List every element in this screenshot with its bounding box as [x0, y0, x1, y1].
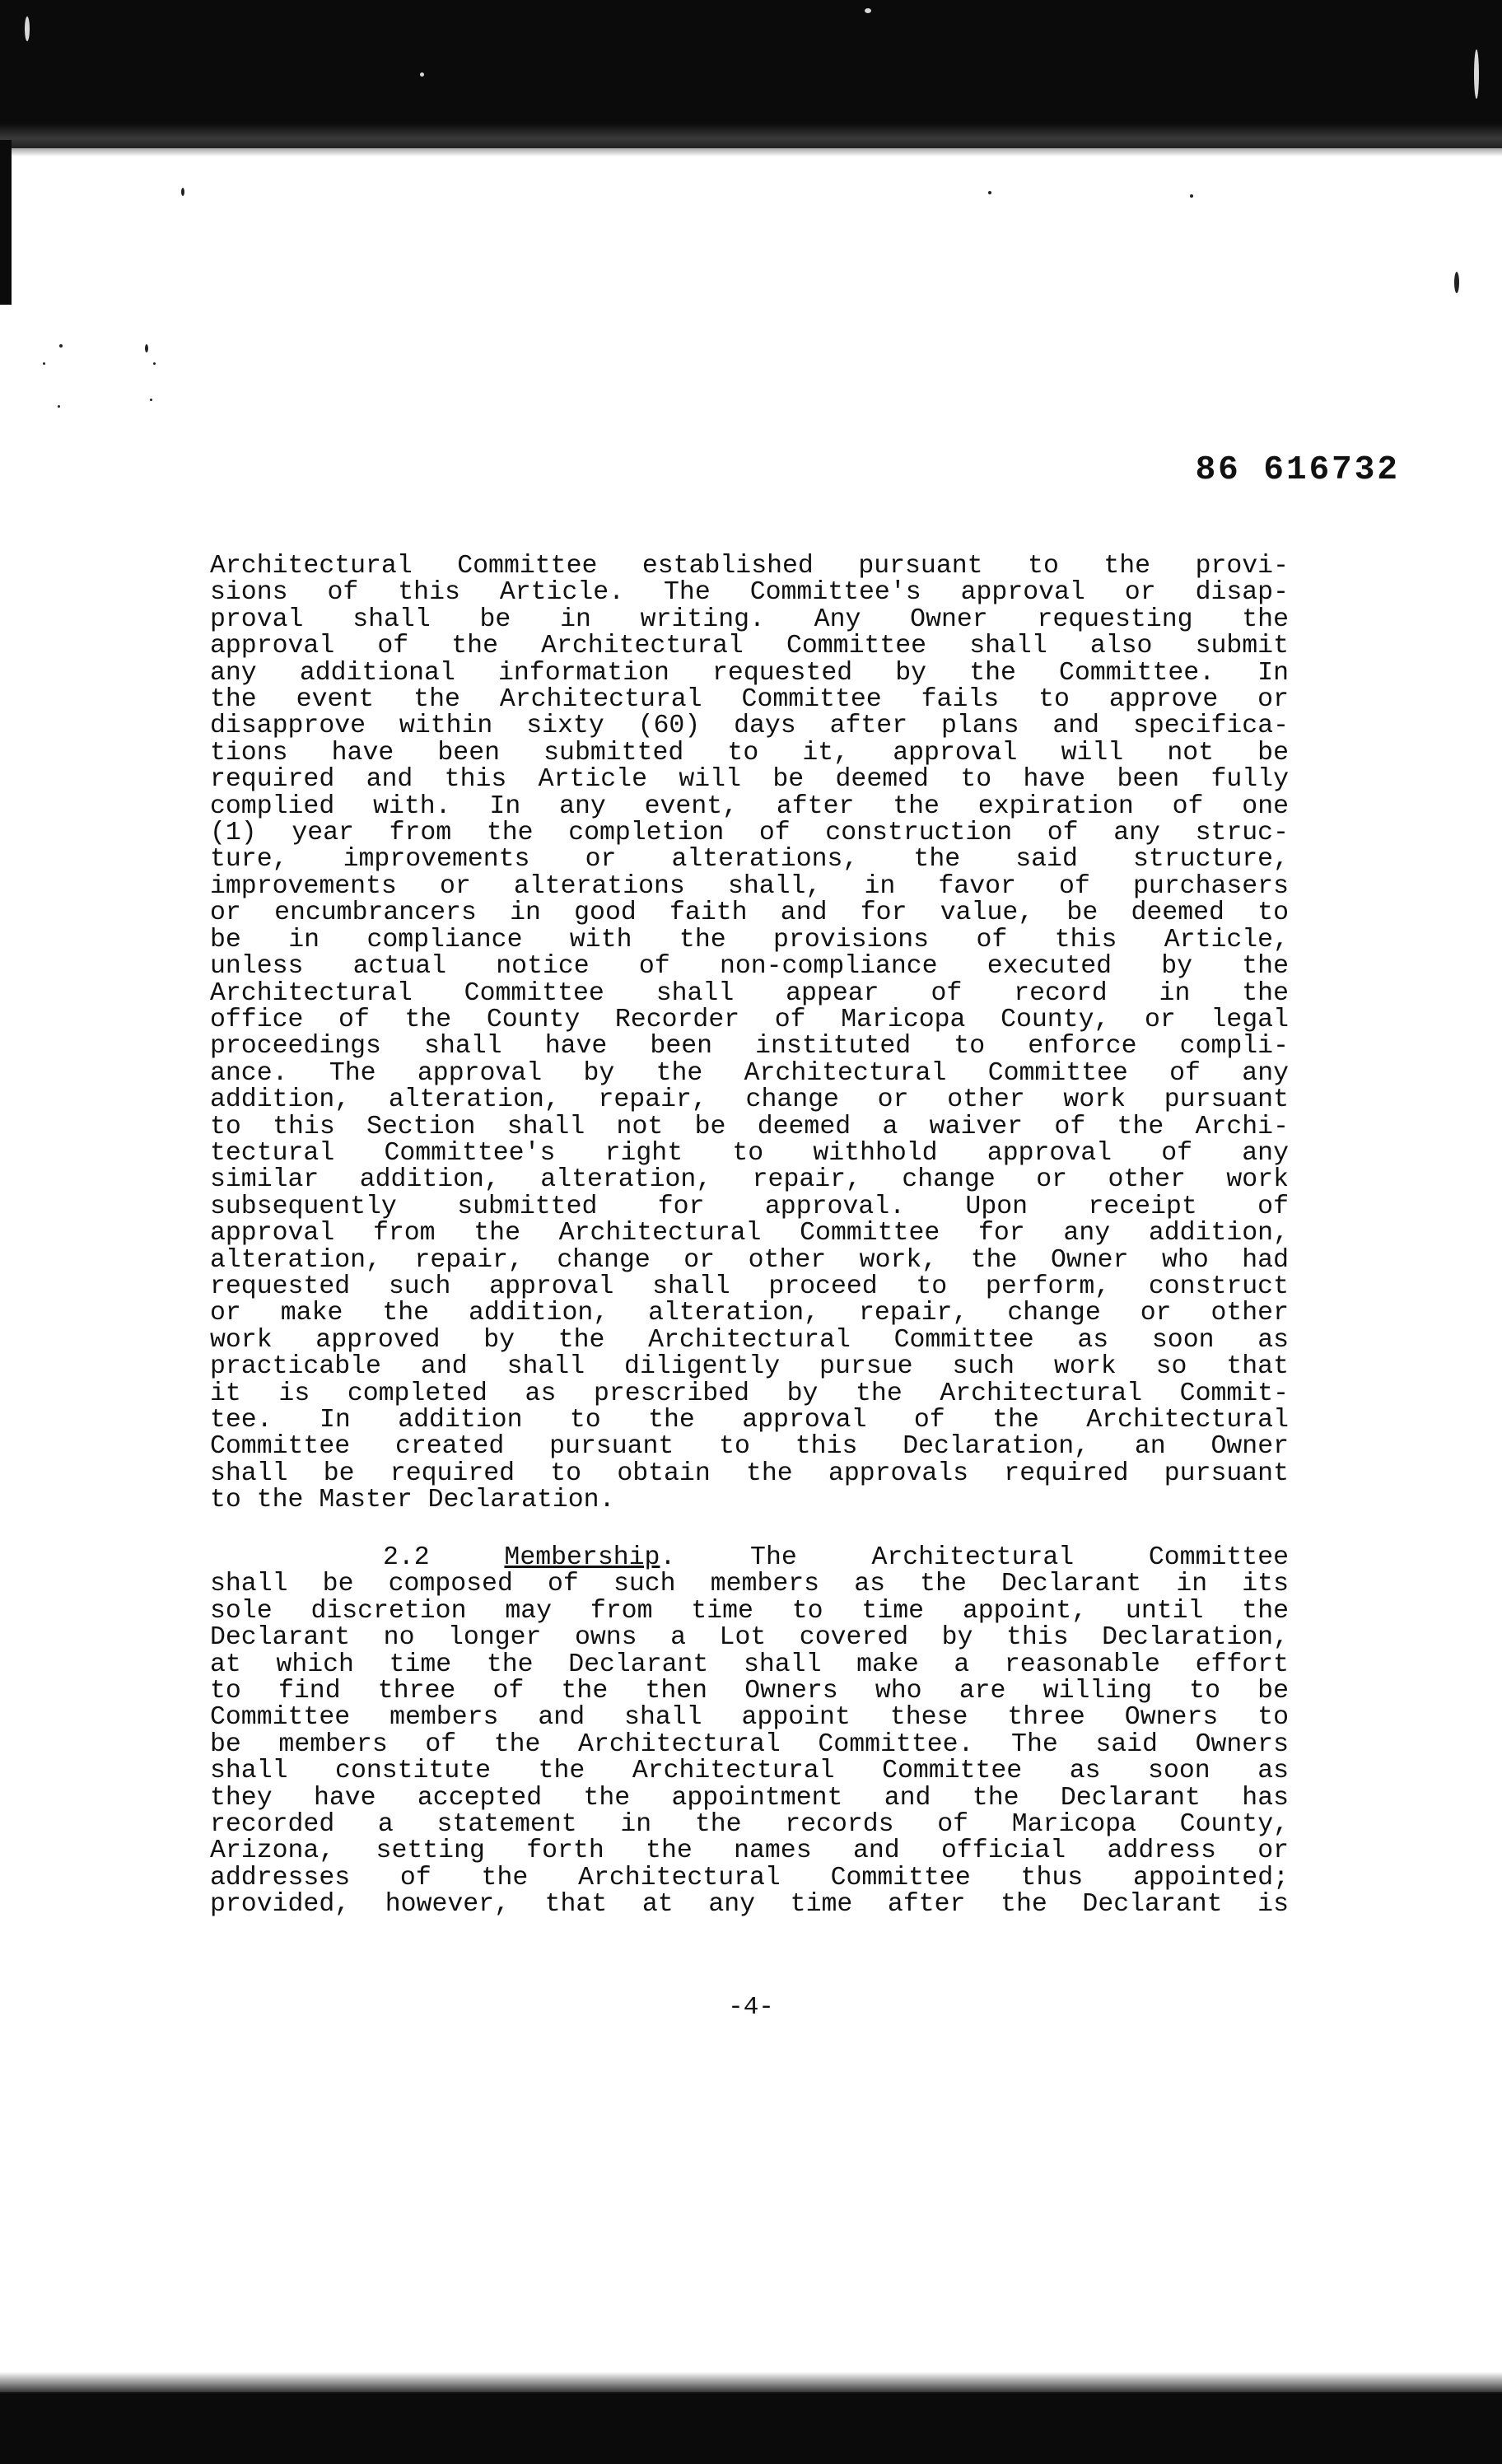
scan-speck [1454, 272, 1459, 293]
recording-number: 86 616732 [1195, 451, 1400, 489]
text-line: they have accepted the appointment and the Declarant has [210, 1785, 1289, 1813]
text-line: approval from the Architectural Committee for any addition, [210, 1220, 1289, 1248]
text-line: addition, alteration, repair, change or other work pursuant [210, 1087, 1289, 1114]
text-line: to this Section shall not be deemed a waiver of the Archi- [210, 1113, 1289, 1141]
text-line: any additional information requested by the Committee. In [210, 660, 1289, 688]
section-heading: Membership [504, 1545, 660, 1572]
text-line: (1) year from the completion of construction of any struc- [210, 820, 1289, 847]
text-line: recorded a statement in the records of Maricopa County, [210, 1812, 1289, 1839]
section-2-2-first-line [210, 1545, 1289, 1571]
text-line: to the Master Declaration. [210, 1487, 615, 1514]
text-line: tectural Committee's right to withhold approval of any [210, 1140, 1289, 1168]
text-line: ture, improvements or alterations, the said structure, [210, 847, 1289, 874]
text-line: be in compliance with the provisions of this Article, [210, 926, 1289, 954]
text-line: shall be required to obtain the approvals required pursuant [210, 1460, 1289, 1488]
scan-speck [865, 8, 871, 13]
text-line: Declarant no longer owns a Lot covered by this Declaration, [210, 1625, 1289, 1652]
text-line: requested such approval shall proceed to perform, construct [210, 1273, 1289, 1301]
paragraph-1 [210, 553, 1289, 1514]
text-line: it is completed as prescribed by the Architectural Commit- [210, 1380, 1289, 1407]
text-line: addresses of the Architectural Committee thus appointed; [210, 1864, 1289, 1892]
text-line: Architectural Committee shall appear of record in the [210, 980, 1289, 1007]
text-line: work approved by the Architectural Committee as soon as [210, 1327, 1289, 1355]
text-line: be members of the Architectural Committee. The said Owners [210, 1731, 1289, 1759]
scan-speck [988, 191, 991, 194]
scan-speck [58, 405, 60, 408]
text-line: practicable and shall diligently pursue such work so that [210, 1354, 1289, 1381]
text-line: or make the addition, alteration, repair, change or other [210, 1300, 1289, 1328]
text-line: tions have been submitted to it, approval will not be [210, 740, 1289, 768]
text-line: office of the County Recorder of Maricopa County, or legal [210, 1006, 1289, 1034]
scan-border-bottom [0, 2392, 1502, 2464]
text-line: Arizona, setting forth the names and official address or [210, 1838, 1289, 1865]
text-line: Committee members and shall appoint these three Owners to [210, 1705, 1289, 1732]
text-line: approval of the Architectural Committee shall also submit [210, 633, 1289, 660]
scan-border-top-edge [0, 124, 1502, 156]
scan-speck [25, 16, 30, 41]
text-line: improvements or alterations shall, in favor of purchasers [210, 873, 1289, 901]
text-line: provided, however, that at any time after the Declarant is [210, 1892, 1289, 1919]
scan-speck [145, 344, 148, 352]
text-line: required and this Article will be deemed to have been fully [210, 767, 1289, 794]
scan-speck [181, 188, 184, 196]
text-line: proval shall be in writing. Any Owner requesting the [210, 606, 1289, 634]
section-first-line-text: . The Architectural Committee [660, 1545, 1289, 1572]
text-line: sions of this Article. The Committee's approval or disap- [210, 580, 1289, 607]
text-line: at which time the Declarant shall make a reasonable effort [210, 1651, 1289, 1679]
text-line: ance. The approval by the Architectural Committee of any [210, 1060, 1289, 1088]
section-number: 2.2 [383, 1545, 430, 1572]
scan-border-left [0, 140, 12, 305]
text-line: Architectural Committee established pursuant to the provi- [210, 553, 1289, 581]
section-2-2 [210, 1545, 1289, 1919]
text-line: complied with. In any event, after the expiration of one [210, 793, 1289, 821]
scan-speck [1190, 194, 1193, 198]
scan-speck [150, 399, 152, 401]
scan-speck [1474, 49, 1479, 99]
scan-speck [43, 362, 45, 365]
text-line: subsequently submitted for approval. Upon receipt of [210, 1193, 1289, 1221]
text-line: sole discretion may from time to time appoint, until the [210, 1598, 1289, 1626]
text-line: unless actual notice of non-compliance executed by the [210, 954, 1289, 981]
text-line: shall be composed of such members as the Declarant in its [210, 1571, 1289, 1598]
scan-speck [420, 72, 424, 77]
section-2-2-lines [210, 1571, 1289, 1918]
text-line: Committee created pursuant to this Declaration, an Owner [210, 1434, 1289, 1461]
text-line: tee. In addition to the approval of the Architectural [210, 1407, 1289, 1435]
text-line: or encumbrancers in good faith and for value, be deemed to [210, 900, 1289, 927]
scan-speck [59, 344, 63, 348]
text-line: shall constitute the Architectural Committee as soon as [210, 1758, 1289, 1785]
page-number: -4- [728, 1993, 774, 2022]
text-line: to find three of the then Owners who are willing to be [210, 1678, 1289, 1706]
text-line: similar addition, alteration, repair, change or other work [210, 1167, 1289, 1194]
scan-speck [153, 362, 156, 365]
text-line: alteration, repair, change or other work, the Owner who had [210, 1247, 1289, 1274]
text-line: proceedings shall have been instituted to enforce compli- [210, 1034, 1289, 1061]
text-line: disapprove within sixty (60) days after plans and specifica- [210, 713, 1289, 740]
text-line: the event the Architectural Committee fails to approve or [210, 687, 1289, 714]
